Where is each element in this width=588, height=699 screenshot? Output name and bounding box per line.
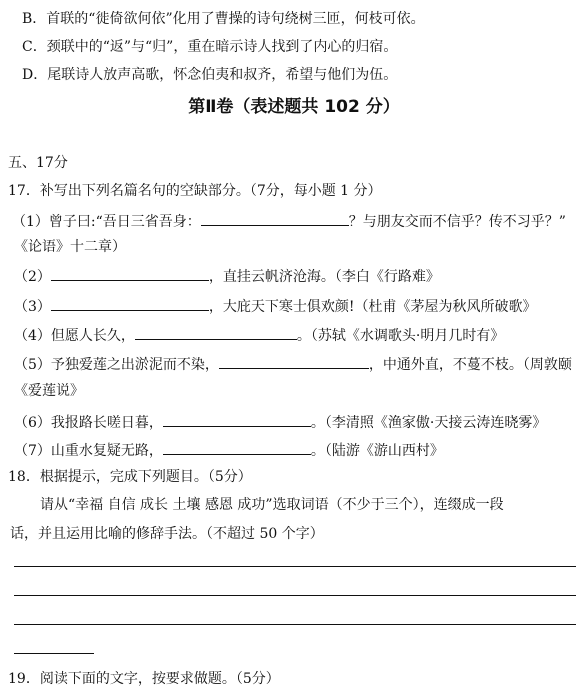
option-b: B．首联的“徙倚欲何依”化用了曹操的诗句绕树三匝，何枝可依。 bbox=[22, 11, 425, 27]
answer-line-3[interactable] bbox=[14, 624, 576, 625]
answer-blank-6[interactable] bbox=[163, 412, 311, 427]
q18-instruction-line-2: 话，并且运用比喻的修辞手法。（不超过 50 个字） bbox=[10, 526, 324, 542]
q17-item-5-source: 《爱莲说》 bbox=[14, 383, 84, 399]
q17-item-5 bbox=[14, 354, 572, 374]
q17-item-4 bbox=[14, 325, 504, 345]
q17-item-6-prefix: （6）我报路长嗟日暮， bbox=[14, 415, 163, 431]
q17-item-4-prefix: （4）但愿人长久， bbox=[14, 328, 135, 344]
answer-blank-4[interactable] bbox=[135, 325, 297, 340]
q17-item-3-suffix: ，大庇天下寒士俱欢颜!（杜甫《茅屋为秋风所破歌》 bbox=[208, 299, 537, 315]
q17-item-1-source: 《论语》十二章） bbox=[14, 239, 126, 255]
answer-blank-3[interactable] bbox=[51, 296, 209, 311]
option-c: C．颈联中的“返”与“归”，重在暗示诗人找到了内心的归宿。 bbox=[22, 39, 398, 55]
q17-item-6 bbox=[14, 412, 546, 432]
q17-item-7-suffix: 。（陆游《游山西村》 bbox=[310, 443, 444, 459]
answer-line-4[interactable] bbox=[14, 653, 94, 654]
q17-item-5-prefix: （5）予独爱莲之出淤泥而不染， bbox=[14, 357, 219, 373]
q17-item-2-prefix: （2） bbox=[14, 269, 51, 285]
q17-item-7 bbox=[14, 440, 444, 460]
answer-line-1[interactable] bbox=[14, 566, 576, 567]
q18-stem: 18．根据提示，完成下列题目。（5分） bbox=[8, 469, 252, 485]
answer-blank-1[interactable] bbox=[201, 211, 349, 226]
option-d: D．尾联诗人放声高歌，怀念伯夷和叔齐，希望与他们为伍。 bbox=[22, 67, 398, 83]
section-title: 第Ⅱ卷（表述题共 102 分） bbox=[188, 97, 400, 117]
q17-item-5-suffix: ，中通外直，不蔓不枝。（周敦颐 bbox=[368, 357, 572, 373]
q17-item-1 bbox=[12, 211, 566, 231]
q17-item-7-prefix: （7）山重水复疑无路， bbox=[14, 443, 163, 459]
q17-item-1-prefix: （1）曾子曰:“吾日三省吾身： bbox=[12, 214, 201, 230]
answer-blank-5[interactable] bbox=[219, 354, 369, 369]
q18-instruction-line-1: 请从“幸福 自信 成长 土壤 感恩 成功”选取词语（不少于三个），连缀成一段 bbox=[40, 497, 504, 513]
answer-line-2[interactable] bbox=[14, 595, 576, 596]
q17-item-1-suffix: ？与朋友交而不信乎？传不习乎？” bbox=[348, 214, 566, 230]
q17-stem: 17．补写出下列名篇名句的空缺部分。（7分，每小题 1 分） bbox=[8, 183, 382, 199]
q17-item-2 bbox=[14, 266, 440, 286]
q17-item-2-suffix: ，直挂云帆济沧海。（李白《行路难》 bbox=[208, 269, 440, 285]
answer-blank-7[interactable] bbox=[163, 440, 311, 455]
q17-item-6-suffix: 。（李清照《渔家傲·天接云涛连晓雾》 bbox=[310, 415, 547, 431]
q17-item-4-suffix: 。（苏轼《水调歌头·明月几时有》 bbox=[296, 328, 505, 344]
part-heading: 五、17分 bbox=[8, 155, 68, 171]
q17-item-3 bbox=[14, 296, 537, 316]
q19-stem: 19．阅读下面的文字，按要求做题。（5分） bbox=[8, 671, 280, 687]
answer-blank-2[interactable] bbox=[51, 266, 209, 281]
q17-item-3-prefix: （3） bbox=[14, 299, 51, 315]
